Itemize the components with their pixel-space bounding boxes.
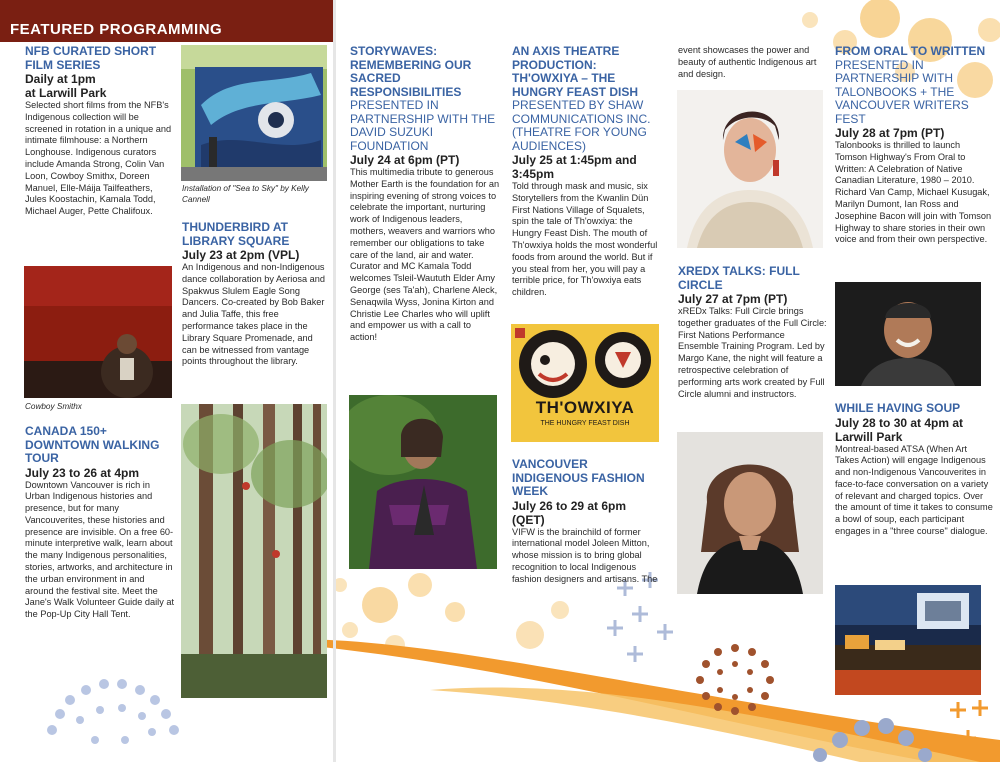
- event-title: THUNDERBIRD AT LIBRARY SQUARE: [182, 220, 290, 248]
- poster-subtitle: THE HUNGRY FEAST DISH: [540, 420, 630, 427]
- event-date: Daily at 1pm: [25, 72, 96, 86]
- event-place: at Larwill Park: [25, 86, 107, 100]
- event-date: July 28 at 7pm (PT): [835, 126, 945, 140]
- event-oral-to-written: [835, 45, 993, 246]
- photo-margo-kane: [677, 432, 823, 594]
- event-body: An Indigenous and non-Indigenous dance collaboration by Aeriosa and Spakwus Slulem Eagle Song Dancers. Co-created by Bob Baker and Julia Taffe, this free performance takes place in the Library Square Promenade, and can be witnessed from vantage points throughout the library.: [182, 262, 326, 367]
- event-body: Downtown Vancouver is rich in Urban Indigenous histories and presence, but for many Vancouverites, these histories and presence are invisible. On a free 60-minute interpretive walk, learn about the many Indigenous personalities, stories, artworks, and architecture in the urban environment in and around the festival site. Meet the Jane's Walk Volunteer Guide daily at the Pop-Up City Hall Tent.: [25, 479, 175, 620]
- event-date: July 28 to 30 at 4pm at: [835, 415, 964, 430]
- event-axis-theatre: [512, 45, 662, 299]
- photo-fashion-model: [677, 90, 823, 248]
- event-xredx: [678, 265, 828, 400]
- event-fashion-continued: event showcases the power and beauty of authentic Indigenous art and design.: [678, 45, 817, 79]
- event-date: July 25 at 1:45pm and 3:45pm: [512, 153, 637, 181]
- event-title: FROM ORAL TO WRITTEN: [835, 44, 986, 58]
- event-date: July 23 at 2pm (VPL): [182, 248, 300, 262]
- event-body: Selected short films from the NFB's Indigenous collection will be screened in rotation in a unique and intimate filmhouse: a Northern Longhouse. Indigenous curators include Amanda Strong, Colin Van Loon, Cowboy Smithx, Doreen Manuel, Elle-Máija Tailfeathers, Jules Koostachin, Kamala Todd, Michael Auger, Pette Chalifoux.: [25, 100, 172, 217]
- banner-title: FEATURED PROGRAMMING: [10, 21, 223, 38]
- caption-mural: Installation of "Sea to Sky" by Kelly Cannell: [182, 184, 309, 204]
- poster-title: TH'OWXIYA: [535, 398, 635, 417]
- event-canada150: [25, 425, 175, 621]
- event-date: July 24 at 6pm (PT): [350, 153, 460, 167]
- photo-tomson-highway: [835, 282, 981, 386]
- event-while-having-soup: [835, 402, 993, 538]
- event-body: Talonbooks is thrilled to launch Tomson Highway's From Oral to Written: A Celebration of Native Canadian Literature, 1980 – 2010. Richard Van Camp, Michael Kusugak, Marilyn Dumont, Ian Ross and Josephine Bacon will join with Tomson Highway to share stories in their own voice and from their own perspective.: [835, 140, 992, 245]
- section-banner: [0, 0, 333, 42]
- event-body: xREDx Talks: Full Circle brings together graduates of the Full Circle: First Nations Performance Ensemble Training Program. Led by Margo Kane, the night will feature a retrospective celebration of performing arts work created by Full Circle alumni and instructors.: [678, 306, 827, 399]
- poster-thowxiya: [511, 324, 659, 442]
- event-date: July 26 to 29 at 6pm (QET): [512, 498, 627, 527]
- event-thunderbird: [182, 221, 330, 368]
- event-date: July 27 at 7pm (PT): [678, 292, 788, 306]
- photo-outdoor-screening: [835, 585, 981, 695]
- plus-signs-blue: [607, 572, 673, 662]
- event-title: NFB CURATED SHORT FILM SERIES: [25, 44, 157, 72]
- event-subtitle: PRESENTED IN PARTNERSHIP WITH THE DAVID SUZUKI FOUNDATION: [350, 98, 496, 153]
- event-fashion-week: [512, 458, 662, 585]
- event-title: WHILE HAVING SOUP: [835, 401, 961, 415]
- photo-elder-portrait: [349, 395, 497, 569]
- blue-dot-arc: [47, 679, 179, 744]
- event-body: VIFW is the brainchild of former international model Joleen Mitton, whose mission is to bring global recognition to local Indigenous fashion designers and artisans. The: [512, 526, 658, 584]
- event-subtitle: PRESENTED IN PARTNERSHIP WITH TALONBOOKS + THE VANCOUVER WRITERS FEST: [835, 57, 969, 126]
- event-title: XREDX TALKS: FULL CIRCLE: [678, 264, 800, 292]
- event-body: This multimedia tribute to generous Mother Earth is the foundation for an inspiring evening of strong voices to celebrate the important, nurturing work of Indigenous leaders, mothers, weavers and warriors who remember our obligations to take care of the land, air and water. Curator and MC Kamala Todd welcomes Tsleil-Waututh Elder Amy George (ses Ta'ah), Charlene Aleck, Senaqwila Wyss, Jonina Kirton and Christie Lee Charles who will uplift and empower us with a call to action!: [350, 167, 500, 343]
- photo-mural-sea-to-sky: [181, 45, 327, 181]
- event-title: VANCOUVER INDIGENOUS FASHION WEEK: [512, 457, 645, 498]
- event-subtitle: PRESENTED BY SHAW COMMUNICATIONS INC. (THEATRE FOR YOUNG AUDIENCES): [512, 98, 651, 153]
- event-title: STORYWAVES: REMEMBERING OUR SACRED RESPONSIBILITIES: [350, 44, 472, 99]
- event-title: AN AXIS THEATRE PRODUCTION: TH'OWXIYA – THE HUNGRY FEAST DISH: [512, 44, 639, 99]
- event-date: July 23 to 26 at 4pm: [25, 465, 140, 480]
- event-body: Montreal-based ATSA (When Art Takes Action) will engage Indigenous and non-Indigenous Vancouverites in face-to-face conversation on a variety of relevant and charged topics. Over the amount of time it takes to consume a bowl of soup, each participant engages in a "three course" dialogue.: [835, 443, 993, 537]
- event-place: Larwill Park: [835, 429, 903, 444]
- photo-forest-dancers: [181, 404, 327, 698]
- event-nfb: [25, 45, 175, 218]
- caption-cowboy: Cowboy Smithx: [25, 402, 82, 411]
- event-body: Told through mask and music, six Storytellers from the Kwanlin Dün First Nations Village of Squalets, spin the tale of Th'owxiya: the Hungry Feast Dish. The mouth of Th'owxiya holds the most wonderful foods from around the world. But if you steal from her, you will pay a terrible price, for Th'owxiya eats children.: [512, 181, 658, 298]
- event-title: CANADA 150+ DOWNTOWN WALKING TOUR: [25, 424, 160, 465]
- photo-cowboy-smithx: [24, 266, 172, 398]
- event-storywaves: [350, 45, 500, 344]
